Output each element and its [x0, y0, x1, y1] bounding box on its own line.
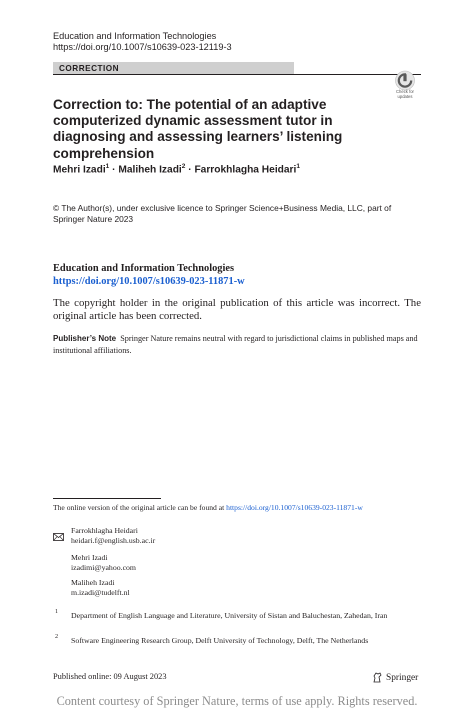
correction-text: The copyright holder in the original publication of this article was incorrect. The original article has been corrected.: [53, 297, 421, 323]
author-name[interactable]: Mehri Izadi: [53, 164, 106, 176]
contact-email[interactable]: izadimi@yahoo.com: [71, 562, 136, 572]
author-name[interactable]: Farrokhlagha Heidari: [194, 164, 297, 176]
original-journal-name: Education and Information Technologies: [53, 263, 235, 274]
check-for-updates-badge[interactable]: [391, 70, 419, 100]
author-affiliation-mark: 1: [105, 163, 110, 170]
affiliation-number: 1: [55, 608, 59, 615]
author-name[interactable]: Maliheh Izadi: [118, 164, 182, 176]
envelope-icon: [53, 528, 64, 546]
journal-name: Education and Information Technologies: [53, 31, 217, 41]
footnote-link[interactable]: https://doi.org/10.1007/s10639-023-11871-w: [226, 503, 363, 512]
publisher-note-text: Springer Nature remains neutral with regard to jurisdictional claims in published maps and institutional affiliations.: [53, 334, 418, 355]
journal-header: [53, 31, 232, 53]
author-list: [53, 163, 300, 175]
contact-entry: [71, 526, 155, 545]
badge-line2: updates: [397, 93, 413, 99]
author-affiliation-mark: 1: [296, 163, 300, 170]
affiliation-text: Software Engineering Research Group, Delft University of Technology, Delft, The Netherlands: [71, 636, 369, 645]
springer-horse-icon: [372, 672, 383, 683]
article-doi[interactable]: https://doi.org/10.1007/s10639-023-12119-3: [53, 42, 232, 52]
springer-logo: [372, 672, 418, 683]
online-version-footnote: [53, 503, 433, 513]
publisher-note-label: Publisher’s Note: [53, 334, 117, 343]
publisher-note: [53, 333, 421, 356]
contact-entry: [71, 553, 136, 572]
footnote-prefix: The online version of the original article can be found at: [53, 503, 225, 512]
header-rule: [53, 74, 421, 75]
contact-email[interactable]: m.izadi@tudelft.nl: [71, 587, 130, 597]
original-article-doi-link[interactable]: https://doi.org/10.1007/s10639-023-11871-w: [53, 276, 245, 287]
author-separator: ·: [185, 164, 195, 176]
author-separator: ·: [109, 164, 119, 176]
check-updates-icon: [391, 70, 419, 91]
badge-line1: Check for: [396, 89, 414, 94]
contact-name: Mehri Izadi: [71, 553, 108, 562]
article-title: Correction to: The potential of an adaptive computerized dynamic assessment tutor in diagnosing and assessing learners’ listening comprehension: [53, 97, 343, 161]
affiliation-number: 2: [55, 633, 59, 640]
footnote-rule: [53, 498, 161, 499]
contact-entry: [71, 578, 130, 597]
copyright-notice: © The Author(s), under exclusive licence to Springer Science+Business Media, LLC, part of Springer Nature 2023: [53, 203, 392, 224]
article-type-label: CORRECTION: [59, 64, 120, 73]
contact-name: Maliheh Izadi: [71, 578, 115, 587]
author-affiliation-mark: 2: [181, 163, 186, 170]
contact-email[interactable]: heidari.f@english.usb.ac.ir: [71, 535, 156, 545]
publisher-name: Springer: [386, 672, 419, 683]
affiliation-text: Department of English Language and Literature, University of Sistan and Baluchestan, Zahedan, Iran: [71, 611, 388, 620]
contact-name: Farrokhlagha Heidari: [71, 526, 138, 535]
courtesy-notice: Content courtesy of Springer Nature, terms of use apply. Rights reserved.: [56, 694, 418, 708]
published-date: Published online: 09 August 2023: [53, 672, 167, 681]
